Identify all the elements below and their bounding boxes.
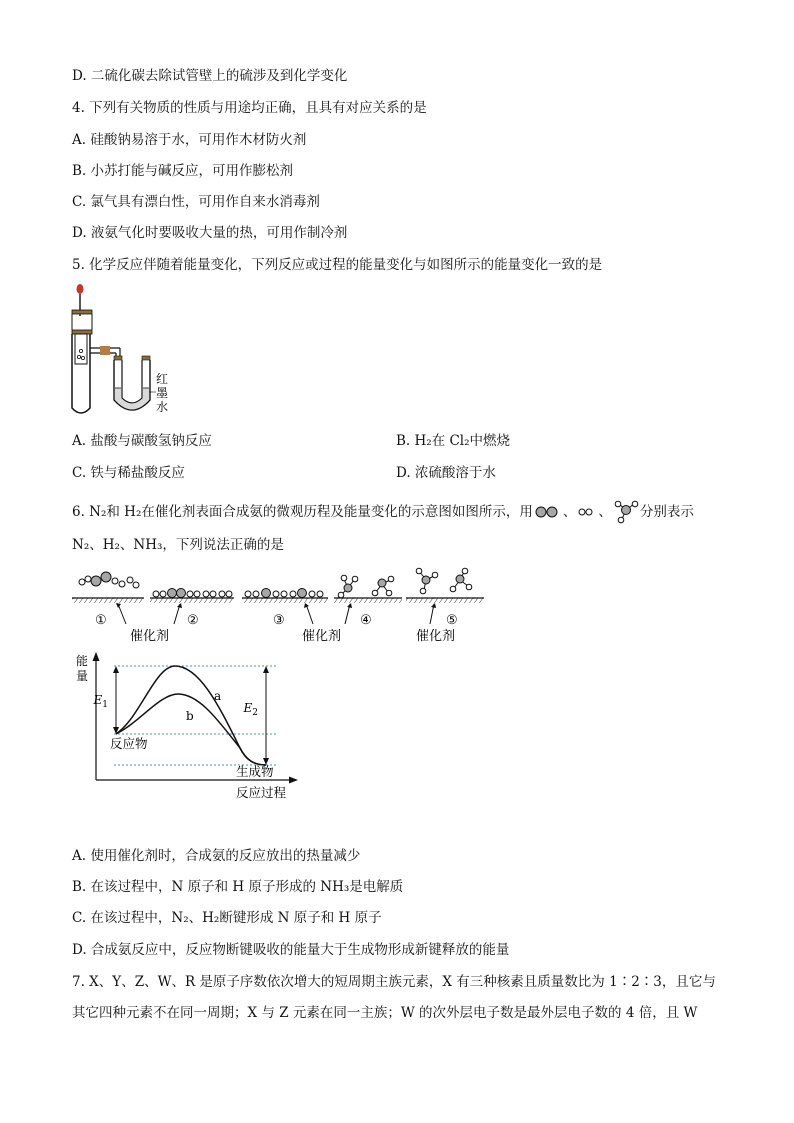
q6-stem-part1: 6. N₂和 H₂在催化剂表面合成氨的微观历程及能量变化的示意图如图所示，用 (72, 504, 533, 520)
rubber-connector (100, 346, 110, 355)
stopper-top (72, 310, 92, 314)
q5-option-d: D. 浓硫酸溶于水 (396, 465, 496, 481)
surface-1 (72, 598, 144, 603)
q4-stem: 4. 下列有关物质的性质与用途均正确，且具有对应关系的是 (72, 100, 427, 116)
q6-option-b: B. 在该过程中，N 原子和 H 原子形成的 NH₃是电解质 (72, 879, 404, 895)
figure-label-3: 水 (156, 400, 169, 414)
nh3-molecule-icon (612, 500, 640, 524)
q5-option-b: B. H₂在 Cl₂中燃烧 (396, 433, 511, 449)
surface-3 (242, 598, 328, 603)
q5-option-a: A. 盐酸与碳酸氢钠反应 (72, 433, 212, 449)
q6-stem-part4: 分别表示 (639, 504, 694, 520)
q7-line1: 7. X、Y、Z、W、R 是原子序数依次增大的短周期主族元素，X 有三种核素且质量数比为 1∶2∶3，且它与 (72, 974, 716, 990)
u-tube-inner (122, 360, 142, 403)
q5-stem: 5. 化学反应伴随着能量变化，下列反应或过程的能量变化与如图所示的能量变化一致的是 (72, 257, 603, 273)
catalyst-label-3: 催化剂 (416, 629, 456, 644)
catalyst-label-1: 催化剂 (130, 629, 170, 644)
q5-option-c: C. 铁与稀盐酸反应 (72, 465, 185, 481)
step-1-label: ① (95, 613, 107, 628)
step-3-label: ③ (273, 613, 285, 628)
dropper-bulb (77, 284, 84, 294)
h2-molecule-icon (576, 505, 598, 519)
e1-label: $E_1$ (93, 693, 108, 710)
figure-label-2: 墨 (156, 386, 169, 400)
q6-option-c: C. 在该过程中，N₂、H₂断键形成 N 原子和 H 原子 (72, 910, 382, 926)
products-label: 生成物 (236, 764, 274, 779)
curve-b-label: b (186, 709, 194, 723)
step-4-label: ④ (360, 613, 372, 628)
step-5-label: ⑤ (446, 613, 458, 628)
curve-a-label: a (214, 689, 222, 703)
q4-option-c: C. 氯气具有漂白性，可用作自来水消毒剂 (72, 194, 320, 210)
q6-stem-part2: 、 (562, 504, 577, 520)
q7-line2: 其它四种元素不在同一周期；X 与 Z 元素在同一主族；W 的次外层电子数是最外层电子数的 4 倍，且 W (72, 1005, 698, 1021)
q4-option-b: B. 小苏打能与碱反应，可用作膨松剂 (72, 163, 294, 179)
surface-4 (334, 598, 402, 603)
surface-5 (406, 598, 484, 603)
q6-option-d: D. 合成氨反应中，反应物断键吸收的能量大于生成物形成新键释放的能量 (72, 942, 510, 958)
q6-stem-line1 (72, 500, 694, 524)
catalyst-label-2: 催化剂 (302, 629, 342, 644)
n2-molecule-icon (533, 505, 563, 519)
q6-energy-diagram (70, 648, 310, 806)
q5-apparatus-figure (60, 280, 190, 420)
q6-option-a: A. 使用催化剂时，合成氨的反应放出的热量减少 (72, 848, 361, 864)
q4-option-d: D. 液氨气化时要吸收大量的热，可用作制冷剂 (72, 225, 348, 241)
surface-2 (150, 598, 234, 603)
q3-option-d: D. 二硫化碳去除试管壁上的硫涉及到化学变化 (72, 68, 348, 84)
stopper-bottom (72, 330, 92, 334)
q6-stem-line2: N₂、H₂、NH₃，下列说法正确的是 (72, 537, 284, 553)
y-axis-label-2: 量 (76, 669, 89, 683)
q4-option-a: A. 硅酸钠易溶于水，可用作木材防火剂 (72, 132, 307, 148)
q6-micro-process-figure (70, 566, 490, 648)
e2-label: $E_2$ (243, 701, 258, 718)
q6-stem-part3: 、 (598, 504, 612, 520)
y-axis-label-1: 能 (76, 654, 89, 668)
figure-label-1: 红 (156, 372, 169, 386)
reactants-label: 反应物 (110, 736, 148, 751)
step-2-label: ② (187, 613, 199, 628)
x-axis-label: 反应过程 (236, 785, 287, 800)
